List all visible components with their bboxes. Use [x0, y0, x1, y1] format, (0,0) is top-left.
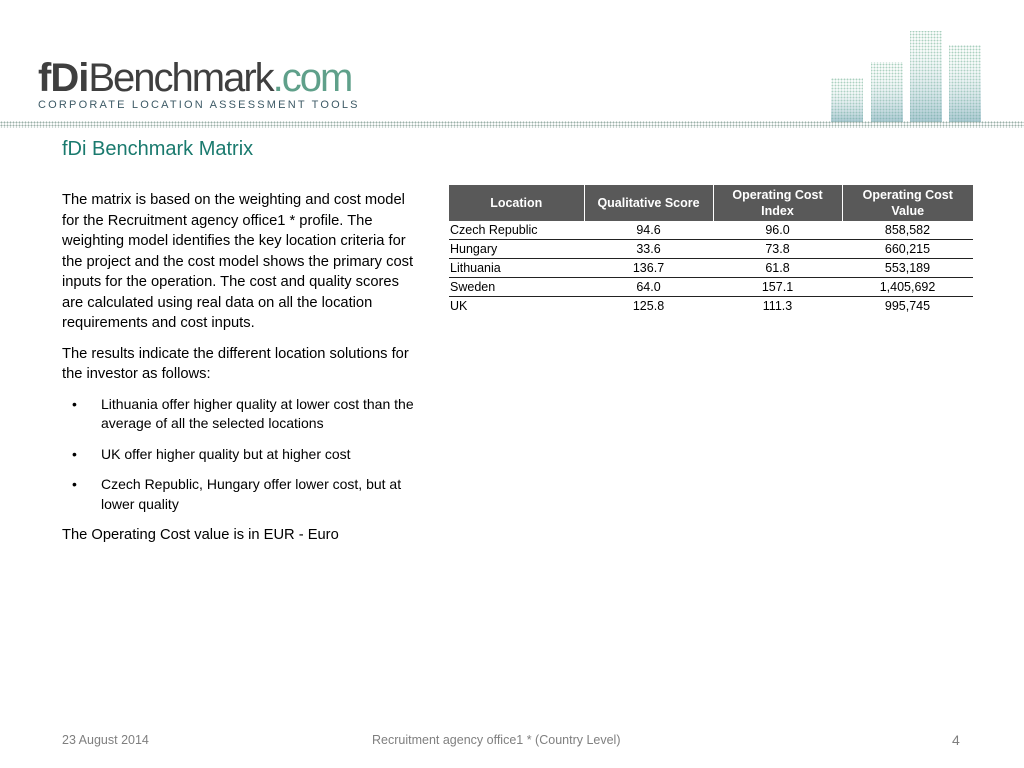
cell-location: Czech Republic	[449, 221, 584, 240]
list-item-text: UK offer higher quality but at higher cost	[101, 445, 351, 462]
currency-note: The Operating Cost value is in EUR - Euro	[62, 527, 339, 543]
cell-location: Sweden	[449, 278, 584, 297]
decorative-bar-graphic	[0, 0, 1024, 122]
cell-location: Hungary	[449, 240, 584, 259]
cell-operating-cost-value: 660,215	[842, 240, 973, 259]
cell-location: Lithuania	[449, 259, 584, 278]
list-item-text: Czech Republic, Hungary offer lower cost, but at lower quality	[101, 476, 402, 512]
column-header-operating-cost-index: Operating Cost Index	[713, 185, 842, 221]
logo-tagline: CORPORATE LOCATION ASSESSMENT TOOLS	[38, 99, 360, 111]
bar-2	[871, 62, 903, 122]
cell-qualitative-score: 33.6	[584, 240, 713, 259]
logo-fdi: fDi	[38, 56, 89, 100]
slide-body	[62, 190, 424, 556]
table-row	[449, 259, 973, 278]
cell-operating-cost-index: 61.8	[713, 259, 842, 278]
cell-qualitative-score: 136.7	[584, 259, 713, 278]
table-row	[449, 221, 973, 240]
benchmark-matrix-table	[449, 185, 973, 315]
column-header-qualitative-score: Qualitative Score	[584, 185, 713, 221]
cell-qualitative-score: 64.0	[584, 278, 713, 297]
list-item-text: Lithuania offer higher quality at lower cost than the average of all the selected locations	[101, 395, 414, 431]
bullet-icon: •	[72, 395, 77, 412]
intro-paragraph: The matrix is based on the weighting and cost model for the Recruitment agency office1 * profile. The weighting model identifies the key location criteria for the project and the cost model shows the primary cost inputs for the operation. The cost and quality scores are calculated using real data on all the location requirements and cost inputs.	[62, 192, 414, 331]
page-number: 4	[952, 732, 960, 748]
results-list	[62, 395, 424, 515]
bar-1	[831, 78, 863, 122]
list-item	[62, 445, 424, 465]
cell-operating-cost-value: 858,582	[842, 221, 973, 240]
cell-operating-cost-value: 1,405,692	[842, 278, 973, 297]
list-item	[62, 395, 424, 434]
footer-date: 23 August 2014	[62, 733, 149, 747]
cell-operating-cost-value: 995,745	[884, 298, 931, 313]
table-row	[449, 278, 973, 297]
bullet-icon: •	[72, 445, 77, 462]
footer-profile-label: Recruitment agency office1 * (Country Level)	[372, 733, 621, 747]
bar-3	[910, 31, 942, 122]
table-header-row	[449, 185, 973, 221]
cell-operating-cost-index: 96.0	[713, 221, 842, 240]
slide-header	[0, 0, 1024, 122]
slide-title: fDi Benchmark Matrix	[62, 138, 254, 160]
logo-com: .com	[272, 56, 352, 100]
bullet-icon: •	[72, 476, 77, 492]
header-divider	[0, 121, 1024, 128]
list-item	[62, 475, 424, 514]
cell-qualitative-score: 94.6	[584, 221, 713, 240]
logo-benchmark: Benchmark	[88, 56, 273, 100]
cell-operating-cost-index: 157.1	[713, 278, 842, 297]
column-header-operating-cost-value: Operating Cost Value	[842, 185, 973, 221]
table-row	[449, 240, 973, 259]
cell-operating-cost-index: 73.8	[713, 240, 842, 259]
results-paragraph: The results indicate the different location solutions for the investor as follows:	[62, 345, 409, 382]
table-row	[449, 297, 973, 316]
bar-4	[949, 45, 981, 122]
column-header-location: Location	[449, 185, 584, 221]
cell-location: UK	[450, 298, 468, 313]
cell-operating-cost-value: 553,189	[842, 259, 973, 278]
cell-qualitative-score: 125.8	[632, 298, 665, 313]
cell-operating-cost-index: 111.3	[762, 298, 793, 313]
